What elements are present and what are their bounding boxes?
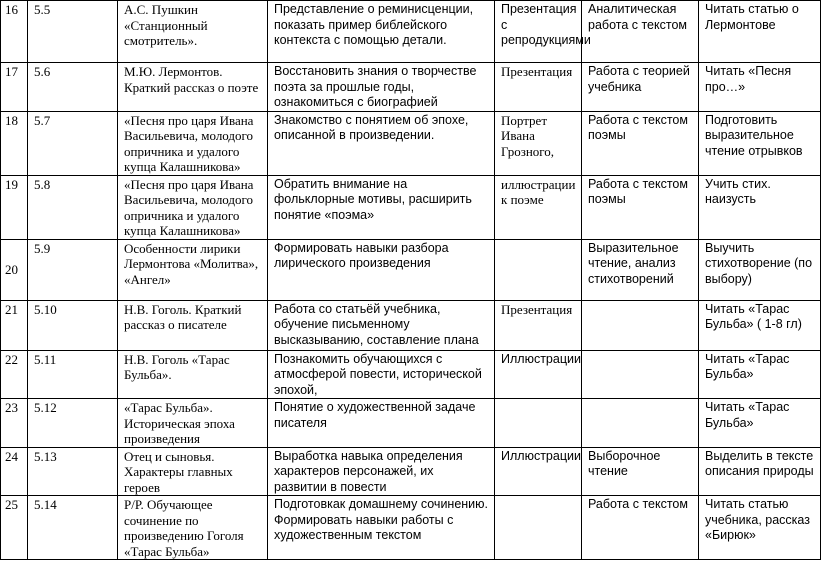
lesson-activity: Работа с текстом [582, 496, 699, 560]
lesson-number: 22 [1, 350, 28, 399]
lesson-number: 19 [1, 175, 28, 239]
lesson-number: 25 [1, 496, 28, 560]
lesson-goal: Знакомство с понятием об эпохе, описанной в произведении. [268, 111, 495, 175]
lesson-topic: Особенности лирики Лермонтова «Молитва», «Ангел» [118, 239, 268, 300]
lesson-code: 5.9 [28, 239, 118, 300]
lesson-activity: Работа с теорией учебника [582, 63, 699, 112]
lesson-code: 5.14 [28, 496, 118, 560]
lesson-goal: Обратить внимание на фольклорные мотивы, расширить понятие «поэма» [268, 175, 495, 239]
lesson-number: 20 [1, 239, 28, 300]
lesson-homework: Выучить стихотворение (по выбору) [699, 239, 821, 300]
lesson-homework: Читать статью о Лермонтове [699, 1, 821, 63]
table-row [1, 1, 821, 63]
lesson-code: 5.10 [28, 300, 118, 350]
lesson-goal: Представление о реминисценции, показать пример библейского контекста с помощью детали. [268, 1, 495, 63]
lesson-number: 18 [1, 111, 28, 175]
lesson-material: Портрет Ивана Грозного, [495, 111, 582, 175]
lesson-topic: А.С. Пушкин «Станционный смотритель». [118, 1, 268, 63]
lesson-material: иллюстрации к поэме [495, 175, 582, 239]
lesson-homework: Учить стих. наизусть [699, 175, 821, 239]
table-row [1, 447, 821, 496]
lesson-topic: Отец и сыновья. Характеры главных героев [118, 447, 268, 496]
lesson-homework: Читать «Песня про…» [699, 63, 821, 112]
lesson-activity [582, 350, 699, 399]
table-row [1, 63, 821, 112]
lesson-topic: Н.В. Гоголь «Тарас Бульба». [118, 350, 268, 399]
lesson-goal: Восстановить знания о творчестве поэта за прошлые годы, ознакомиться с биографией [268, 63, 495, 112]
lesson-code: 5.5 [28, 1, 118, 63]
lesson-code: 5.13 [28, 447, 118, 496]
table-row [1, 300, 821, 350]
lesson-material: Иллюстрации [495, 350, 582, 399]
lesson-goal: Познакомить обучающихся с атмосферой повести, исторической эпохой, [268, 350, 495, 399]
lesson-goal: Формировать навыки разбора лирического произведения [268, 239, 495, 300]
lesson-topic: «Песня про царя Ивана Васильевича, молодого опричника и удалого купца Калашникова» [118, 175, 268, 239]
table-row [1, 175, 821, 239]
lesson-topic: Р/Р. Обучающее сочинение по произведению Гоголя «Тарас Бульба» [118, 496, 268, 560]
lesson-material: Презентация [495, 63, 582, 112]
lesson-material: Иллюстрации [495, 447, 582, 496]
lesson-activity: Работа с текстом поэмы [582, 175, 699, 239]
lesson-goal: Выработка навыка определения характеров персонажей, их развитии в повести [268, 447, 495, 496]
lesson-goal: Подготовкак домашнему сочинению. Формировать навыки работы с художественным текстом [268, 496, 495, 560]
lesson-material: Презентация с репродукциями [495, 1, 582, 63]
lesson-topic: «Песня про царя Ивана Васильевича, молодого опричника и удалого купца Калашникова» [118, 111, 268, 175]
lesson-homework: Читать «Тарас Бульба» [699, 350, 821, 399]
lesson-activity: Выразительное чтение, анализ стихотворений [582, 239, 699, 300]
table-row [1, 399, 821, 448]
table-row [1, 239, 821, 300]
table-row [1, 496, 821, 560]
lesson-goal: Понятие о художественной задаче писателя [268, 399, 495, 448]
lesson-homework: Подготовить выразительное чтение отрывков [699, 111, 821, 175]
lesson-homework: Читать «Тарас Бульба» [699, 399, 821, 448]
lesson-number: 23 [1, 399, 28, 448]
lesson-activity: Работа с текстом поэмы [582, 111, 699, 175]
lesson-number: 24 [1, 447, 28, 496]
lesson-code: 5.8 [28, 175, 118, 239]
table-row [1, 350, 821, 399]
table-row [1, 111, 821, 175]
lesson-homework: Выделить в тексте описания природы [699, 447, 821, 496]
lesson-activity [582, 399, 699, 448]
lesson-number: 16 [1, 1, 28, 63]
lesson-material [495, 399, 582, 448]
lesson-number: 17 [1, 63, 28, 112]
lesson-topic: Н.В. Гоголь. Краткий рассказ о писателе [118, 300, 268, 350]
lesson-homework: Читать «Тарас Бульба» ( 1-8 гл) [699, 300, 821, 350]
lesson-code: 5.7 [28, 111, 118, 175]
lesson-activity [582, 300, 699, 350]
lesson-code: 5.6 [28, 63, 118, 112]
lesson-code: 5.11 [28, 350, 118, 399]
lesson-material [495, 496, 582, 560]
lesson-material: Презентация [495, 300, 582, 350]
lesson-topic: М.Ю. Лермонтов. Краткий рассказ о поэте [118, 63, 268, 112]
lesson-code: 5.12 [28, 399, 118, 448]
lesson-activity: Аналитическая работа с текстом [582, 1, 699, 63]
lesson-material [495, 239, 582, 300]
lesson-topic: «Тарас Бульба». Историческая эпоха произведения [118, 399, 268, 448]
lesson-number: 21 [1, 300, 28, 350]
lesson-activity: Выборочное чтение [582, 447, 699, 496]
lesson-goal: Работа со статьёй учебника, обучение письменному высказыванию, составление плана [268, 300, 495, 350]
lesson-homework: Читать статью учебника, рассказ «Бирюк» [699, 496, 821, 560]
